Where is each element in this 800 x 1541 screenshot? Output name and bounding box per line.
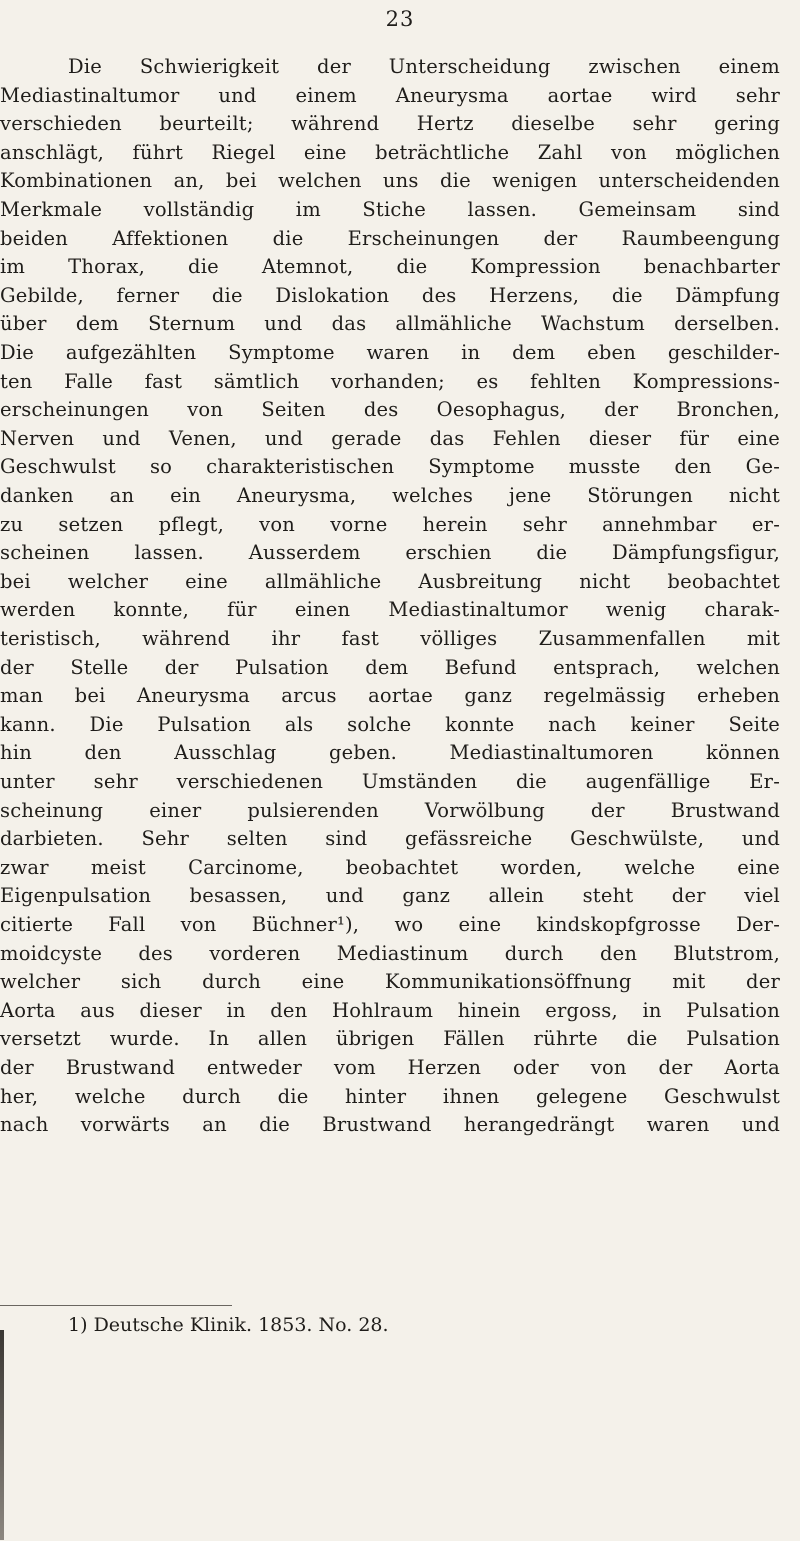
text-line: ten Falle fast sämtlich vorhanden; es fehlten Kompressions- — [0, 369, 780, 393]
text-line: hin den Ausschlag geben. Mediastinaltumoren können — [0, 741, 780, 765]
text-line: Die aufgezählten Symptome waren in dem eben geschilder- — [0, 341, 780, 364]
text-line: darbieten. Sehr selten sind gefässreiche Geschwülste, und — [0, 827, 780, 851]
text-line: erscheinungen von Seiten des Oesophagus, der Bronchen, — [0, 398, 780, 422]
text-line: moidcyste des vorderen Mediastinum durch den Blutstrom, — [0, 941, 780, 965]
text-line: Eigenpulsation besassen, und ganz allein steht der viel — [0, 884, 780, 908]
text-line: über dem Sternum und das allmähliche Wachstum derselben. — [0, 312, 780, 336]
text-line: scheinen lassen. Ausserdem erschien die Dämpfungsfigur, — [0, 541, 780, 565]
text-line: im Thorax, die Atemnot, die Kompression benachbarter — [0, 255, 780, 279]
text-line: anschlägt, führt Riegel eine beträchtliche Zahl von möglichen — [0, 140, 780, 164]
text-line: Nerven und Venen, und gerade das Fehlen dieser für eine — [0, 426, 780, 450]
text-line: kann. Die Pulsation als solche konnte nach keiner Seite — [0, 712, 780, 736]
text-line: unter sehr verschiedenen Umständen die augenfällige Er- — [0, 770, 780, 793]
text-line: bei welcher eine allmähliche Ausbreitung nicht beobachtet — [0, 569, 780, 593]
text-line: zwar meist Carcinome, beobachtet worden, welche eine — [0, 855, 780, 879]
text-line: werden konnte, für einen Mediastinaltumor wenig charak- — [0, 598, 780, 622]
page-number: 23 — [385, 7, 415, 31]
text-line: Gebilde, ferner die Dislokation des Herzens, die Dämpfung — [0, 283, 780, 307]
text-line: zu setzen pflegt, von vorne herein sehr annehmbar er- — [0, 512, 780, 536]
text-line: Geschwulst so charakteristischen Symptome musste den Ge- — [0, 455, 780, 479]
text-line: Mediastinaltumor und einem Aneurysma aortae wird sehr — [0, 83, 780, 107]
text-line: Kombinationen an, bei welchen uns die wenigen unterscheidenden — [0, 169, 780, 193]
footnote-text: Deutsche Klinik. 1853. No. 28. — [93, 1314, 389, 1336]
text-line: beiden Affektionen die Erscheinungen der Raumbeengung — [0, 226, 780, 250]
text-line: citierte Fall von Büchner¹), wo eine kindskopfgrosse Der- — [0, 913, 780, 936]
text-line: her, welche durch die hinter ihnen gelegene Geschwulst — [0, 1084, 780, 1108]
text-line: scheinung einer pulsierenden Vorwölbung der Brustwand — [0, 798, 780, 822]
footnote-rule — [0, 1305, 232, 1306]
text-line: verschieden beurteilt; während Hertz dieselbe sehr gering — [0, 112, 780, 136]
footnote — [68, 1310, 389, 1340]
footnote-marker: 1) — [68, 1314, 88, 1336]
text-line: der Stelle der Pulsation dem Befund entsprach, welchen — [0, 655, 780, 679]
text-line: Aorta aus dieser in den Hohlraum hinein ergoss, in Pulsation — [0, 998, 780, 1022]
text-line: nach vorwärts an die Brustwand herangedrängt waren und — [0, 1113, 780, 1137]
text-line: danken an ein Aneurysma, welches jene Störungen nicht — [0, 484, 780, 507]
text-line: versetzt wurde. In allen übrigen Fällen rührte die Pulsation — [0, 1027, 780, 1051]
text-line: man bei Aneurysma arcus aortae ganz regelmässig erheben — [0, 684, 780, 708]
binding-edge — [0, 1330, 4, 1540]
text-line: Merkmale vollständig im Stiche lassen. Gemeinsam sind — [0, 198, 780, 221]
text-line: der Brustwand entweder vom Herzen oder von der Aorta — [0, 1056, 780, 1079]
text-line: Die Schwierigkeit der Unterscheidung zwischen einem — [68, 55, 780, 78]
text-line: welcher sich durch eine Kommunikationsöffnung mit der — [0, 970, 780, 994]
text-line: teristisch, während ihr fast völliges Zusammenfallen mit — [0, 627, 780, 650]
